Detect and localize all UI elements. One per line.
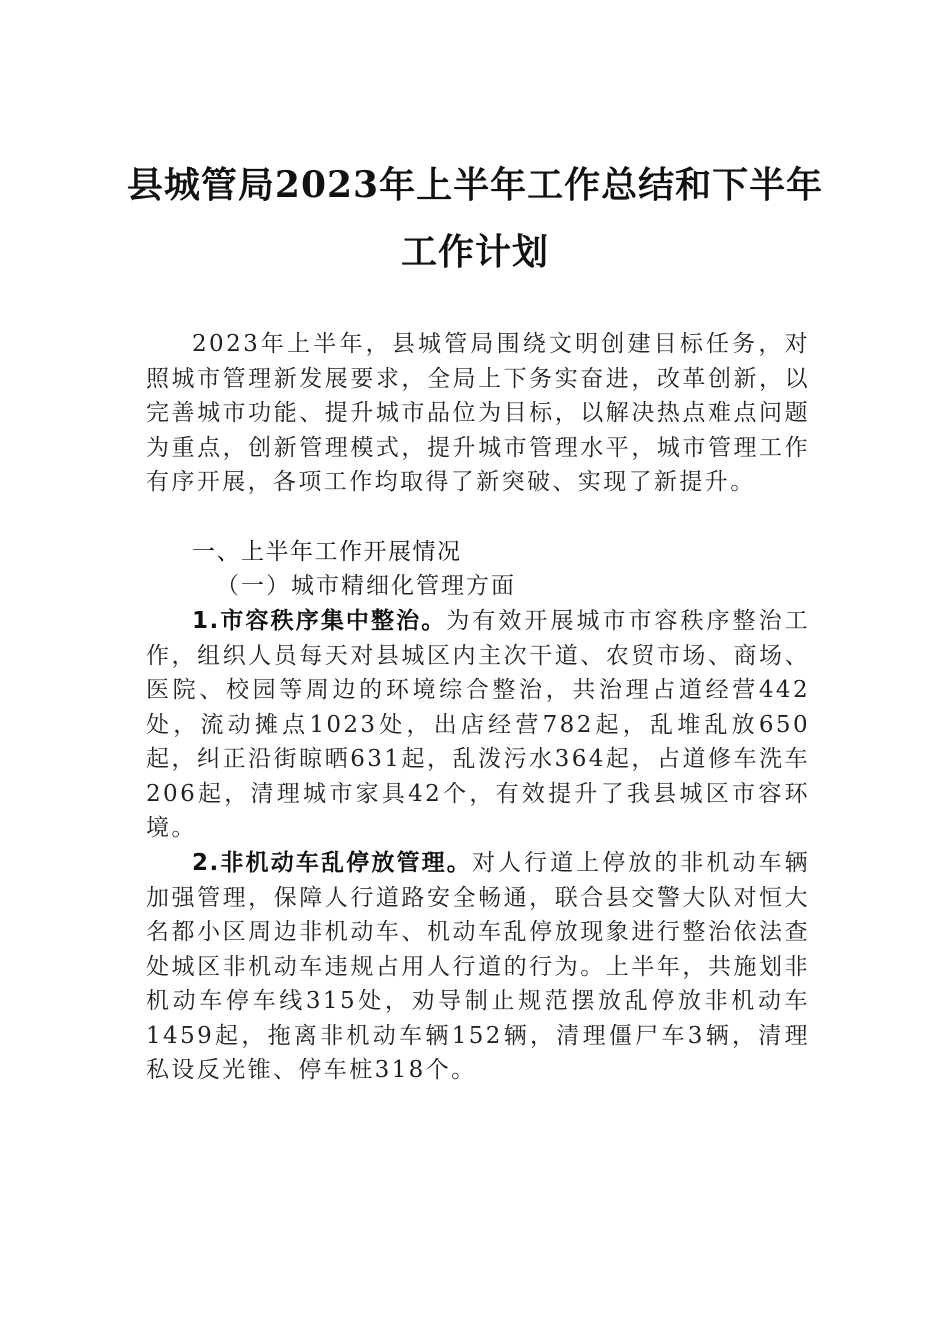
section-heading: 一、上半年工作开展情况: [192, 539, 462, 565]
item-1-lead: 1.市容秩序集中整治。: [192, 608, 447, 634]
intro-paragraph-block: [146, 327, 810, 500]
item-1-block: [146, 604, 810, 846]
item-2-lead: 2.非机动车乱停放管理。: [192, 850, 472, 876]
item-1-body: 为有效开展城市市容秩序整治工作，组织人员每天对县城区内主次干道、农贸市场、商场、医院、校园等周边的环境综合整治，共治理占道经营442处，流动摊点1023处，出店经营782起，乱堆乱放650起，纠正沿街晾晒631起，乱泼污水364起，占道修车洗车206起，清理城市家具42个，有效提升了我县城区市容环境。: [146, 608, 810, 841]
document-title-line-2: 工作计划: [400, 231, 549, 273]
item-2-block: [146, 846, 810, 1088]
item-2-paragraph: [146, 846, 810, 1088]
document-title-line-1: 县城管局2023年上半年工作总结和下半年: [126, 164, 824, 206]
item-2-body: 对人行道上停放的非机动车辆加强管理，保障人行道路安全畅通，联合县交警大队对恒大名都小区周边非机动车、机动车乱停放现象进行整治依法查处城区非机动车违规占用人行道的行为。上半年，共施划非机动车停车线315处，劝导制止规范摆放乱停放非机动车1459起，拖离非机动车辆152辆，清理僵尸车3辆，清理私设反光锥、停车桩318个。: [146, 850, 810, 1083]
item-1-paragraph: [146, 604, 810, 846]
subsection-heading: （一）城市精细化管理方面: [216, 573, 516, 599]
intro-paragraph: 2023年上半年，县城管局围绕文明创建目标任务，对照城市管理新发展要求，全局上下务实奋进，改革创新，以完善城市功能、提升城市品位为目标，以解决热点难点问题为重点，创新管理模式，提升城市管理水平，城市管理工作有序开展，各项工作均取得了新突破、实现了新提升。: [146, 331, 810, 495]
